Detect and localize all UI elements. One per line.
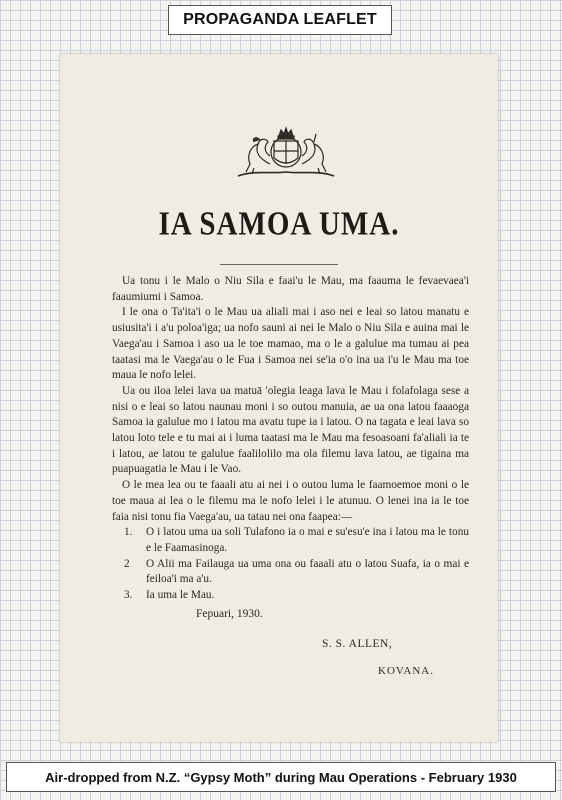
list-number: 3. [124,589,133,602]
paragraph: O le mea lea ou te faaali atu ai nei i o outou luma le faamoemoe moni o le toe maua ai lea o le filemu ma le nofo lelei i le atunuu. O lenei ina ia le toe faia nisi tonu fia Vaega'au, ua tatau nei ona faapea:— [112,479,469,523]
list-item [112,588,469,604]
list-text: O Alii ma Failauga ua uma ona ou faaali atu o latou Suafa, ia o mai e feiloa'i ma a'u. [146,557,469,586]
leaflet-title: IA SAMOA UMA. [158,205,400,243]
demands-list [112,525,469,604]
leaflet-date: Fepuari, 1930. [196,608,263,620]
list-number: 1. [124,526,133,539]
list-item [112,557,469,588]
paragraph: I le ona o Ta'ita'i o le Mau ua aliali mai i aso nei e leai so latou manatu e usiusita'i i a'u poloa'iga; ua nofo sauni ai nei le Malo o Niu Sila e auina mai le Vaega'au i Samoa i aso ua le toe mamao, ma o le a galulue ma tumau ai pea taatasi ma le Vaega'au o le Fua i Samoa nei se'ia o'o ina ua i'u le Mau ma toe maua le nofo lelei. [112,306,469,382]
list-text: O i latou uma ua soli Tulafono ia o mai e su'esu'e ina i latou ma le tonu e le Faamasinoga. [146,526,469,554]
signature-name: S. S. ALLEN, [322,638,393,650]
caption-label: Air-dropped from N.Z. “Gypsy Moth” during Mau Operations - February 1930 [6,762,556,792]
leaflet-body [112,274,469,604]
royal-coat-of-arms-icon [234,126,338,180]
paragraph: Ua ou iloa lelei lava ua matuā 'olegia leaga lava le Mau i folafolaga sese a nisi o e leai so latou naunau moni i so outou manuia, ae ua ona latou faaaoga Samoa ia galulue mo i latou ma avatu tupe ia i latou. O na tagata e leai lava so latou loto tele e tu mai ai i luma taatasi ma le Mau ma fesoasoani fa'aliali ia te i latou, ae latou te galulue faalilolilo ma ola filemu lava latou, ae tigaina ma puapuagatia le Mau i le Vao. [112,384,469,476]
paragraph: Ua tonu i le Malo o Niu Sila e faai'u le Mau, ma faauma le fevaevaea'i faaumiumi i Samoa. [112,275,469,303]
list-number: 2 [124,557,130,570]
list-item [112,525,469,556]
page-header-label: PROPAGANDA LEAFLET [168,5,392,35]
leaflet-document [60,54,498,742]
signature-title: KOVANA. [378,665,434,677]
title-divider [220,264,338,265]
list-text: Ia uma le Mau. [146,589,215,602]
